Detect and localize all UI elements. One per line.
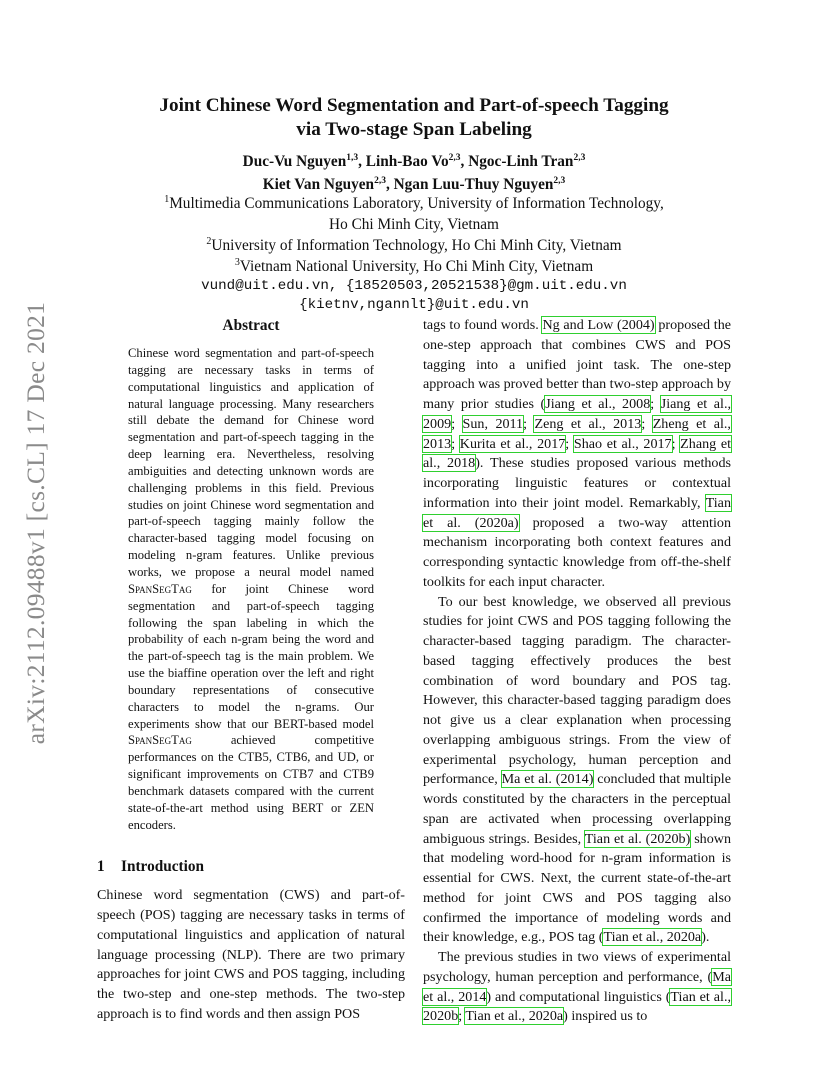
text-run: The previous studies in two views of experimental psychology, human perception and performance, ( bbox=[423, 949, 731, 985]
section-heading-introduction bbox=[97, 857, 405, 877]
author-affil-sup: 2,3 bbox=[553, 176, 566, 186]
abstract-part-3: achieved competitive performances on the CTB5, CTB6, and UD, or significant improvements on CTB7 and CTB9 benchmark datasets compared with the current state-of-the-art method using BERT or ZEN encoders. bbox=[128, 733, 374, 832]
author-affil-sup: 1,3 bbox=[346, 153, 359, 163]
citation-link[interactable]: Sun, 2011 bbox=[462, 415, 524, 432]
separator: ; bbox=[565, 435, 574, 452]
author-affil-sup: 2,3 bbox=[448, 153, 461, 163]
citation-link[interactable]: Zhang et al., 2018 bbox=[423, 435, 731, 472]
affiliation-1-line-1 bbox=[0, 194, 828, 215]
email-list bbox=[0, 277, 828, 315]
text-run: tags to found words. bbox=[423, 317, 543, 333]
citation-link[interactable]: Zeng et al., 2013 bbox=[534, 415, 642, 432]
separator: ; bbox=[451, 415, 463, 432]
arxiv-stamp-text: arXiv:2112.09488v1 [cs.CL] 17 Dec 2021 bbox=[21, 301, 50, 745]
abstract-part-2: for joint Chinese word segmentation and part-of-speech tagging following the span labeling in which the probability of each n-gram being the word and the part-of-speech tag is the main problem. We use the biaffine operation over the left and right boundary representations of consecutive characters to model the n-grams. Our experiments show that our BERT-based model bbox=[128, 581, 374, 731]
model-name: SpanSegTag bbox=[128, 581, 192, 596]
affiliation-1-line-2: Ho Chi Minh City, Vietnam bbox=[329, 215, 499, 233]
left-column bbox=[97, 316, 405, 1025]
text-run: concluded that multiple words constituted by the characters in the perceptual span are activated when processing overlapping ambiguous strings. Besides, bbox=[423, 771, 731, 847]
text-run: ) inspired us to bbox=[563, 1008, 648, 1025]
affiliation-sup: 2 bbox=[206, 236, 212, 247]
section-title: Introduction bbox=[121, 858, 205, 876]
author-list bbox=[0, 150, 828, 196]
right-paragraph-3 bbox=[423, 948, 731, 1027]
separator: ; bbox=[458, 1008, 466, 1025]
author-name: Ngoc-Linh Tran bbox=[468, 153, 574, 170]
separator: ; bbox=[451, 435, 460, 452]
text-run: proposed the one-step approach that combines CWS and POS tagging into a unified joint task. The one-step approach was proved better than two-step approach by many prior studies ( bbox=[423, 317, 731, 412]
text-run: To our best knowledge, we observed all previous studies for joint CWS and POS tagging following the character-based tagging paradigm. The character-based tagging effectively produces the best combination of word boundary and POS tag. However, this character-based tagging paradigm does not give us a clear explanation when processing overlapping ambiguous strings. From the view of experimental psychology, human perception and performance, bbox=[423, 593, 731, 788]
section-number: 1 bbox=[97, 858, 105, 876]
author-name: Kiet Van Nguyen bbox=[262, 176, 375, 193]
citation-link[interactable]: Jiang et al., 2008 bbox=[545, 396, 651, 412]
text-run: proposed a two-way attention mechanism incorporating both context features and corresponding syntactic knowledge from off-the-shelf toolkits for each input character. bbox=[423, 514, 731, 590]
text-run: ) and computational linguistics ( bbox=[486, 988, 671, 1005]
text-run: shown that modeling word-hood for n-gram information is essential for CWS. Next, the current state-of-the-art method for joint CWS and POS tagging also confirmed the importance of modeling words and their knowledge, e.g., POS tag ( bbox=[423, 830, 731, 946]
paper-title bbox=[0, 94, 828, 142]
email-line-2: {kietnv,ngannlt}@uit.edu.vn bbox=[299, 297, 529, 313]
author-line-2: Kiet Van Nguyen$^{2,3}$, Ngan Luu-Thuy Nguyen$^{2,3}$ bbox=[262, 176, 566, 193]
text-run: ). bbox=[701, 929, 710, 946]
right-paragraph-2 bbox=[423, 593, 731, 949]
affiliation-text: Vietnam National University, Ho Chi Minh City, Vietnam bbox=[239, 257, 594, 275]
citation-link[interactable]: Tian et al., 2020b bbox=[423, 988, 731, 1025]
author-line-1: Duc-Vu Nguyen$^{1,3}$, Linh-Bao Vo$^{2,3}$, Ngoc-Linh Tran$^{2,3}$ bbox=[242, 153, 586, 170]
separator: ; bbox=[523, 415, 535, 432]
text-run: ). These studies proposed various methods incorporating linguistic features or contextual information into their joint model. Remarkably, bbox=[423, 455, 731, 511]
author-affil-sup: 2,3 bbox=[573, 153, 586, 163]
abstract-text bbox=[128, 345, 374, 833]
title-line-1: Joint Chinese Word Segmentation and Part-of-speech Tagging bbox=[159, 95, 669, 116]
affiliation-text: Multimedia Communications Laboratory, University of Information Technology, bbox=[169, 195, 664, 212]
citation-link[interactable]: Jiang et al., 2009 bbox=[423, 396, 731, 432]
affiliation-3 bbox=[0, 257, 828, 278]
right-paragraph-1 bbox=[423, 316, 731, 593]
affiliation-sup: 1 bbox=[164, 194, 170, 205]
right-column bbox=[423, 316, 731, 1027]
separator: ; bbox=[650, 396, 661, 412]
citation-link[interactable]: Tian et al. (2020a) bbox=[423, 494, 731, 531]
citation-link[interactable]: Tian et al. (2020b) bbox=[584, 830, 691, 847]
arxiv-side-stamp bbox=[21, 288, 50, 758]
author-name: Ngan Luu-Thuy Nguyen bbox=[393, 176, 554, 193]
author-name: Duc-Vu Nguyen bbox=[242, 153, 347, 170]
citation-link[interactable]: Kurita et al., 2017 bbox=[459, 435, 566, 452]
affiliation-list bbox=[0, 194, 828, 277]
author-name: Linh-Bao Vo bbox=[365, 153, 449, 170]
abstract-part-1: Chinese word segmentation and part-of-speech tagging are necessary tasks in terms of computational linguistics and application of natural language processing. Many researchers still debate the demand for Chinese word segmentation and part-of-speech tagging in the deep learning era. Nevertheless, resolving ambiguities and detecting unknown words are challenging problems in this field. Previous studies on joint Chinese word segmentation and part-of-speech tagging mainly follow the character-based tagging model focusing on modeling n-gram features. Unlike previous works, we propose a neural model named bbox=[128, 346, 374, 579]
citation-link[interactable]: Zheng et al., 2013 bbox=[423, 415, 731, 452]
citation-link[interactable]: Ma et al., 2014 bbox=[423, 968, 731, 1005]
citation-link[interactable]: Ng and Low (2004) bbox=[542, 317, 655, 333]
affiliation-sup: 3 bbox=[234, 256, 240, 268]
citation-link[interactable]: Ma et al. (2014) bbox=[501, 771, 594, 788]
title-line-2: via Two-stage Span Labeling bbox=[296, 119, 532, 140]
author-affil-sup: 2,3 bbox=[374, 176, 386, 186]
separator: ; bbox=[641, 415, 653, 432]
affiliation-2 bbox=[0, 236, 828, 257]
intro-paragraph: Chinese word segmentation (CWS) and part-of-speech (POS) tagging are necessary tasks in terms of computational linguistics and application of natural language processing (NLP). There are two primary approaches for joint CWS and POS tagging, including the two-step and one-step methods. The two-step approach is to find words and then assign POS bbox=[97, 887, 405, 1022]
citation-link[interactable]: Tian et al., 2020a bbox=[465, 1008, 564, 1025]
model-name: SpanSegTag bbox=[128, 733, 192, 748]
abstract-heading: Abstract bbox=[222, 317, 280, 334]
affiliation-text: University of Information Technology, Ho Chi Minh City, Vietnam bbox=[211, 237, 622, 254]
citation-link[interactable]: Tian et al., 2020a bbox=[603, 929, 702, 946]
separator: ; bbox=[671, 435, 681, 452]
email-line-1: vund@uit.edu.vn, {18520503,20521538}@gm.uit.edu.vn bbox=[201, 278, 627, 294]
citation-link[interactable]: Shao et al., 2017 bbox=[573, 435, 672, 452]
